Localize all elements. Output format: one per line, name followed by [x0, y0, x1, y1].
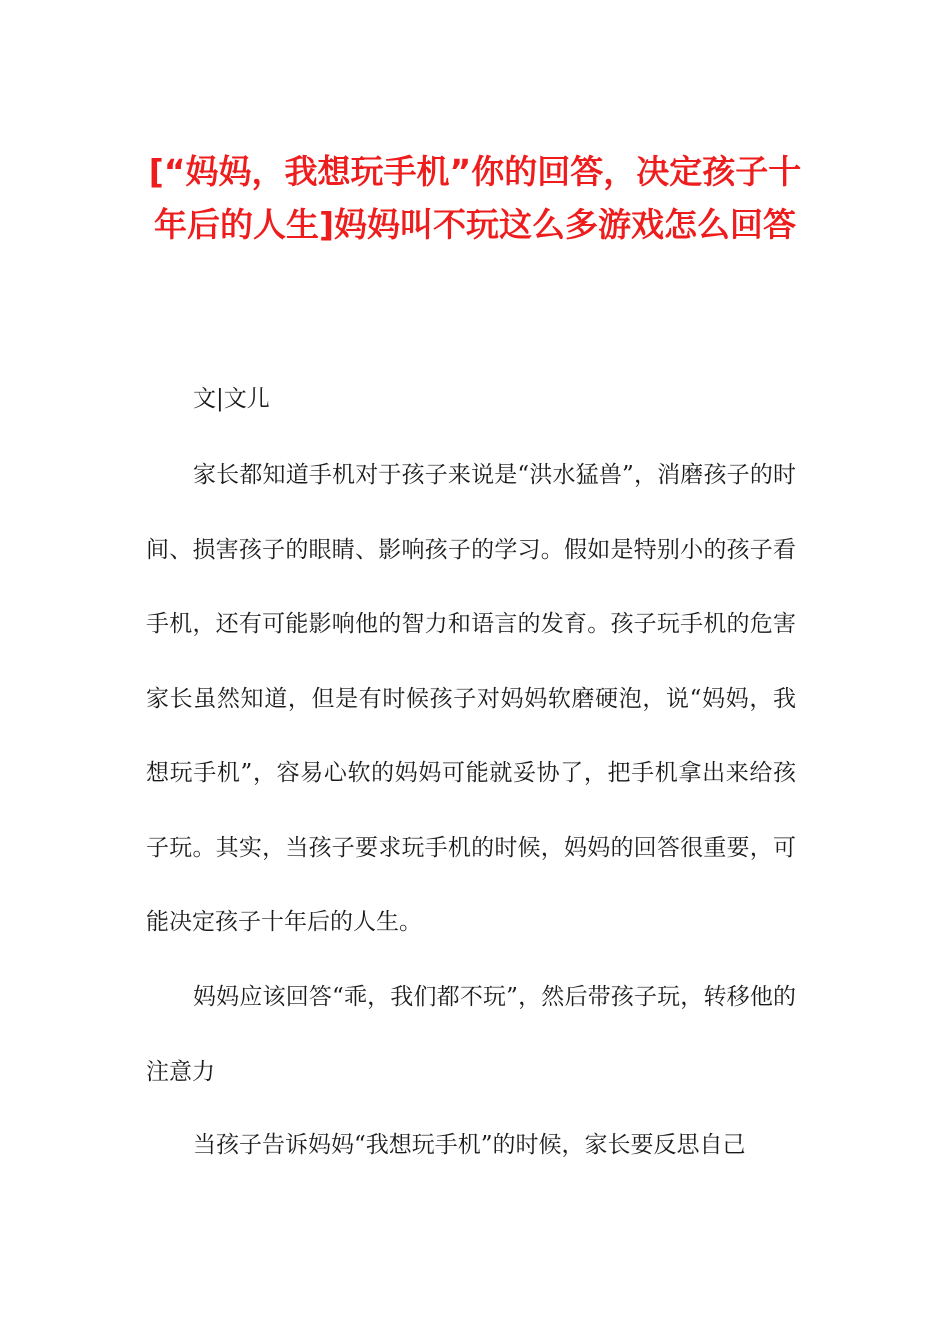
author-line: 文|文儿 — [193, 386, 270, 412]
paragraph-2: 妈妈应该回答“乖，我们都不玩”，然后带孩子玩，转移他的注意力 — [146, 984, 796, 1085]
document-title: [“妈妈，我想玩手机”你的回答，决定孩子十年后的人生]妈妈叫不玩这么多游戏怎么回答 — [148, 152, 802, 244]
paragraph-3: 当孩子告诉妈妈“我想玩手机”的时候，家长要反思自己 — [193, 1132, 746, 1158]
paragraph-1: 家长都知道手机对于孩子来说是“洪水猛兽”，消磨孩子的时间、损害孩子的眼睛、影响孩子的学习。假如是特别小的孩子看手机，还有可能影响他的智力和语言的发育。孩子玩手机的危害家长虽然知道，但是有时候孩子对妈妈软磨硬泡，说“妈妈，我想玩手机”，容易心软的妈妈可能就妥协了，把手机拿出来给孩子玩。其实，当孩子要求玩手机的时候，妈妈的回答很重要，可能决定孩子十年后的人生。 — [146, 462, 796, 935]
